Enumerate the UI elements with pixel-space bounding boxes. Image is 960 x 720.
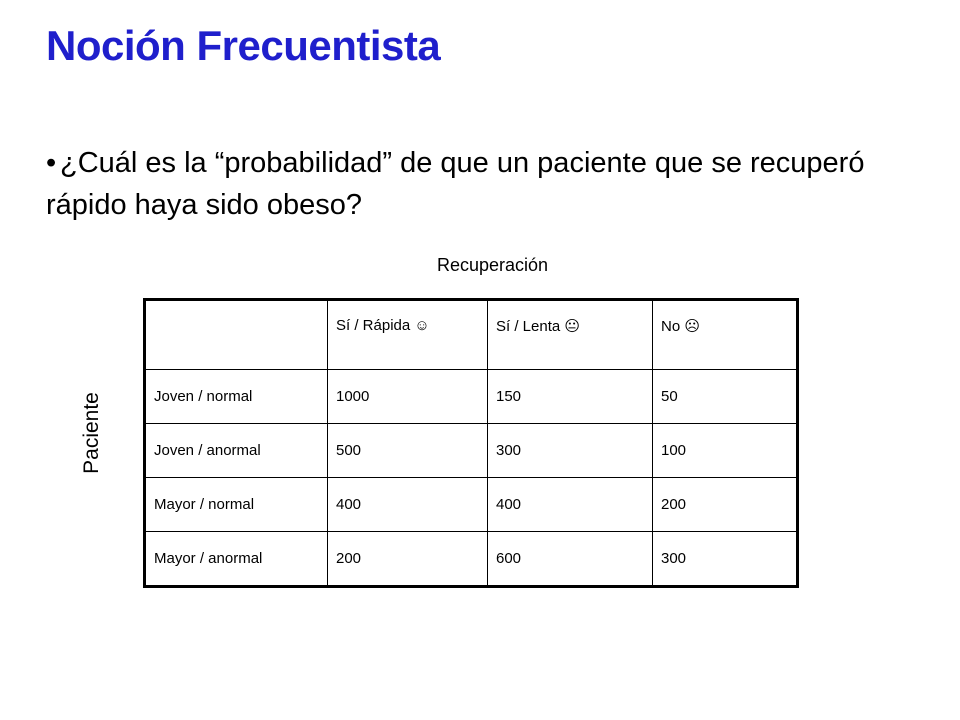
bullet-marker: • — [46, 147, 57, 179]
table-row — [145, 424, 798, 478]
table-cell: 50 — [653, 370, 798, 424]
column-header-rapida: Sí / Rápida ☺ — [328, 300, 488, 370]
table-row — [145, 370, 798, 424]
table-cell: 300 — [488, 424, 653, 478]
table-cell: 100 — [653, 424, 798, 478]
table-cell: 1000 — [328, 370, 488, 424]
column-header-lenta: Sí / Lenta 😐 — [488, 300, 653, 370]
table-row — [145, 478, 798, 532]
row-label: Mayor / normal — [145, 478, 328, 532]
contingency-table — [143, 298, 799, 588]
row-label: Joven / anormal — [145, 424, 328, 478]
table-cell: 200 — [328, 532, 488, 587]
row-group-label: Paciente — [80, 392, 103, 474]
table-cell: 400 — [328, 478, 488, 532]
column-group-label: Recuperación — [437, 255, 549, 275]
row-label: Joven / normal — [145, 370, 328, 424]
column-header-no: No ☹ — [653, 300, 798, 370]
table-cell: 500 — [328, 424, 488, 478]
row-label: Mayor / anormal — [145, 532, 328, 587]
bullet-question — [46, 142, 926, 226]
corner-cell — [145, 300, 328, 370]
bullet-text: ¿Cuál es la “probabilidad” de que un paciente que se recuperó rápido haya sido obeso? — [46, 147, 865, 221]
table-cell: 200 — [653, 478, 798, 532]
table-header-row — [145, 300, 798, 370]
table-cell: 300 — [653, 532, 798, 587]
table-cell: 150 — [488, 370, 653, 424]
table-cell: 400 — [488, 478, 653, 532]
table-cell: 600 — [488, 532, 653, 587]
slide-title: Noción Frecuentista — [46, 22, 441, 69]
table-row — [145, 532, 798, 587]
